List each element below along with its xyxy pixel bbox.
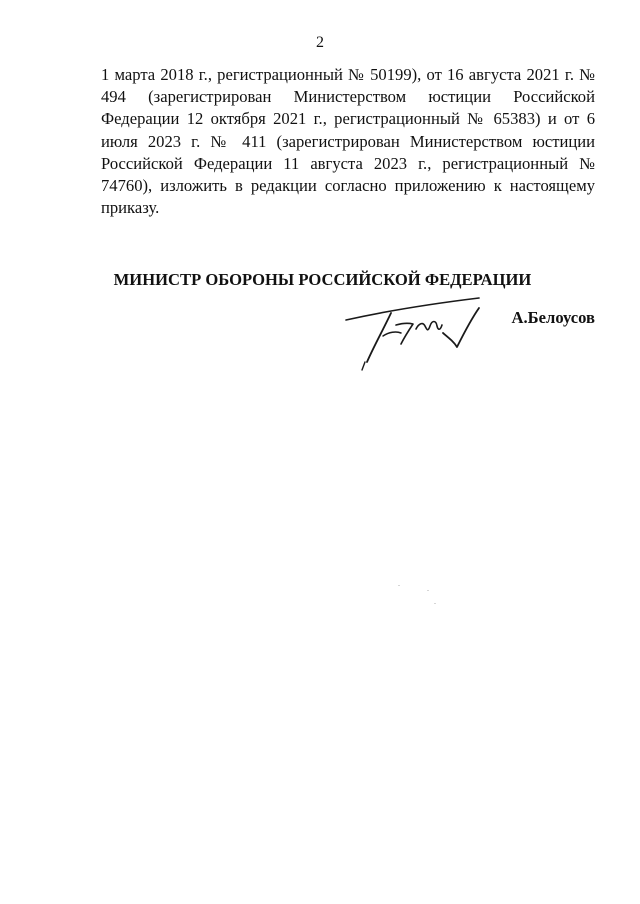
signatory-title: МИНИСТР ОБОРОНЫ РОССИЙСКОЙ ФЕДЕРАЦИИ — [113, 270, 532, 289]
signatory-name: А.Белоусов — [511, 308, 595, 327]
scan-speck — [398, 585, 400, 586]
signature-check — [443, 308, 479, 347]
page-number: 2 — [316, 34, 324, 51]
scan-speck — [427, 590, 429, 591]
signature-loops — [416, 322, 442, 330]
signature-letter-seven — [396, 323, 413, 344]
scan-speck — [434, 603, 436, 604]
signature-down-stroke — [367, 313, 391, 362]
signature-hook — [383, 332, 401, 336]
signature-top-stroke — [346, 298, 479, 320]
handwritten-signature-icon — [343, 292, 483, 372]
body-paragraph: 1 марта 2018 г., регистрационный № 50199), от 16 августа 2021 г. № 494 (зарегистрирован Министерством юстиции Российской Федерации 12 октября 2021 г., регистрационный № 65383) и от 6 июля 2023 г. № 411 (зарегистрирован Министерством юстиции Российской Федерации 11 августа 2023 г., регистрационный № 74760), изложить в редакции согласно приложению к настоящему приказу. — [101, 65, 595, 218]
signature-tail — [362, 362, 365, 370]
